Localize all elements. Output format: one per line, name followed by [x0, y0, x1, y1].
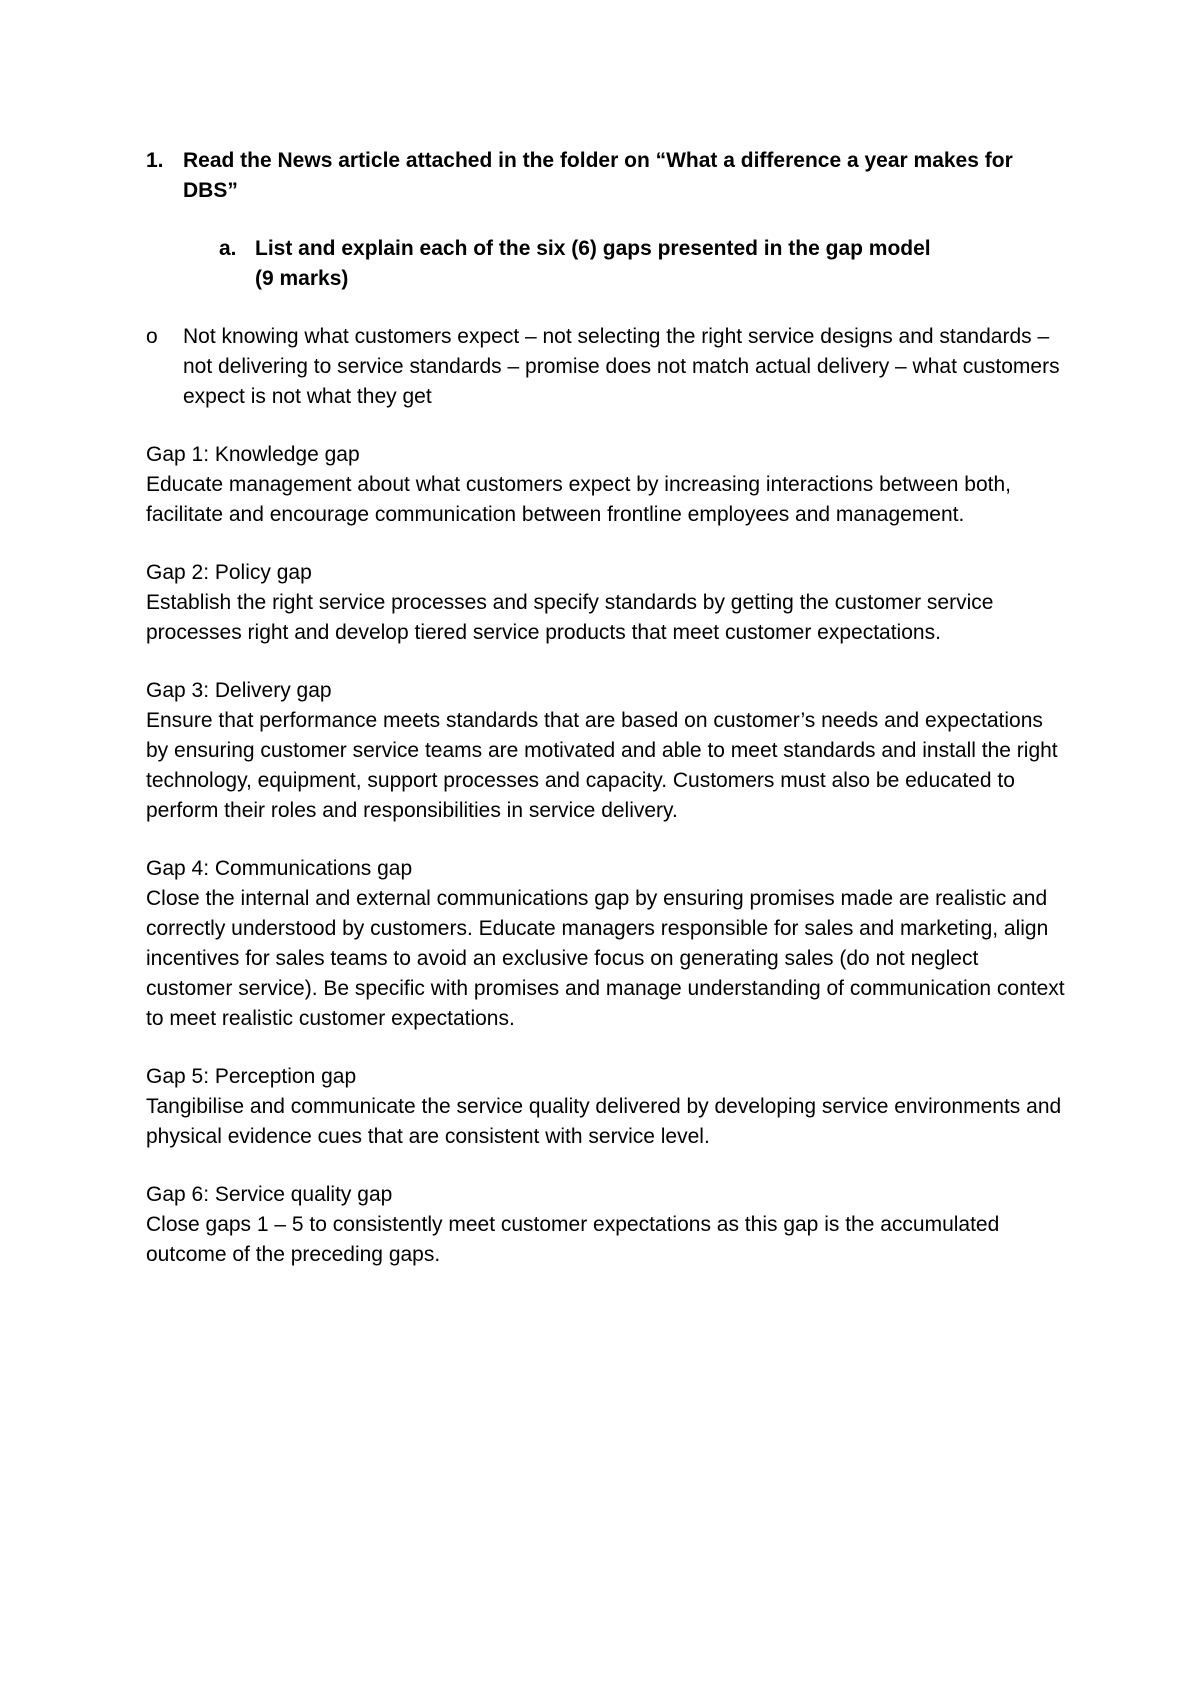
gap-5-body: Tangibilise and communicate the service quality delivered by developing service environments and physical evidence cues that are consistent with service level. [146, 1095, 1062, 1148]
gap-6-title: Gap 6: Service quality gap [146, 1183, 393, 1206]
gap-4-title: Gap 4: Communications gap [146, 857, 413, 880]
gap-6-body: Close gaps 1 – 5 to consistently meet customer expectations as this gap is the accumulated outcome of the preceding gaps. [146, 1213, 1000, 1266]
gap-1-section [146, 440, 1066, 530]
sub-question-a [219, 234, 1066, 294]
summary-bullet [146, 322, 1066, 412]
gap-3-title: Gap 3: Delivery gap [146, 679, 332, 702]
gap-4-section [146, 854, 1066, 1034]
gap-5-section [146, 1062, 1066, 1152]
gap-1-title: Gap 1: Knowledge gap [146, 443, 360, 466]
sub-question-letter: a. [219, 237, 237, 260]
sub-question-text: List and explain each of the six (6) gaps presented in the gap model [255, 237, 931, 260]
sub-question-marks: (9 marks) [255, 267, 349, 290]
bullet-text: Not knowing what customers expect – not selecting the right service designs and standards – not delivering to service standards – promise does not match actual delivery – what customers expect is not what they get [183, 325, 1060, 408]
gap-2-body: Establish the right service processes and specify standards by getting the customer service processes right and develop tiered service products that meet customer expectations. [146, 591, 994, 644]
gap-1-body: Educate management about what customers expect by increasing interactions between both, facilitate and encourage communication between frontline employees and management. [146, 473, 1012, 526]
gap-4-body: Close the internal and external communications gap by ensuring promises made are realistic and correctly understood by customers. Educate managers responsible for sales and marketing, align incentives for sales teams to avoid an exclusive focus on generating sales (do not neglect customer service). Be specific with promises and manage understanding of communication context to meet realistic customer expectations. [146, 887, 1065, 1030]
question-1 [146, 146, 1066, 206]
gap-6-section [146, 1180, 1066, 1270]
gap-3-section [146, 676, 1066, 826]
document-content [146, 146, 1066, 1270]
gap-3-body: Ensure that performance meets standards that are based on customer’s needs and expectations by ensuring customer service teams are motivated and able to meet standards and install the right technology, equipment, support processes and capacity. Customers must also be educated to perform their roles and responsibilities in service delivery. [146, 709, 1058, 822]
gap-2-title: Gap 2: Policy gap [146, 561, 312, 584]
gap-5-title: Gap 5: Perception gap [146, 1065, 357, 1088]
question-number: 1. [146, 149, 164, 172]
bullet-marker: o [146, 325, 158, 348]
sub-question-body [255, 234, 1066, 294]
question-text: Read the News article attached in the folder on “What a difference a year makes for DBS” [183, 149, 1013, 202]
gap-2-section [146, 558, 1066, 648]
